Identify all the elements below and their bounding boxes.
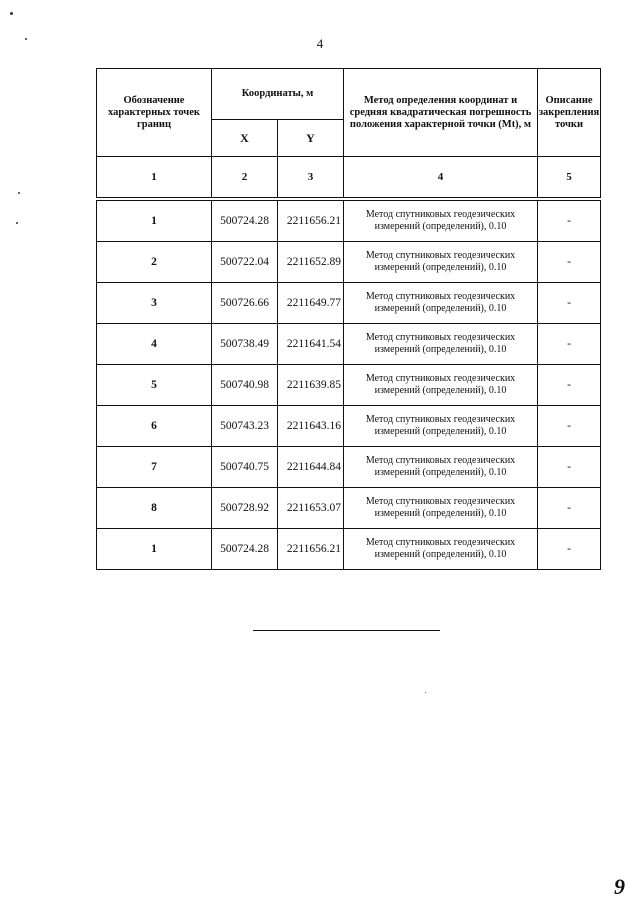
cell-point: 7	[97, 447, 212, 488]
column-number: 3	[278, 157, 344, 198]
header-y: Y	[278, 120, 344, 157]
cell-point: 4	[97, 324, 212, 365]
cell-point: 5	[97, 365, 212, 406]
header-coordinates: Координаты, м	[212, 69, 344, 120]
column-number: 2	[212, 157, 278, 198]
cell-description: -	[538, 283, 601, 324]
cell-method: Метод спутниковых геодезических измерений (определений), 0.10	[344, 242, 538, 283]
cell-method: Метод спутниковых геодезических измерений (определений), 0.10	[344, 324, 538, 365]
cell-description: -	[538, 529, 601, 570]
header-method: Метод определения координат и средняя квадратическая погрешность положения характерной точки (Mt), м	[344, 69, 538, 157]
cell-y: 2211649.77	[278, 283, 344, 324]
cell-y: 2211656.21	[278, 201, 344, 242]
cell-point: 8	[97, 488, 212, 529]
cell-description: -	[538, 488, 601, 529]
cell-point: 1	[97, 529, 212, 570]
column-number: 4	[344, 157, 538, 198]
table-row	[97, 201, 601, 242]
cell-description: -	[538, 242, 601, 283]
cell-x: 500740.75	[212, 447, 278, 488]
table-row	[97, 283, 601, 324]
cell-x: 500728.92	[212, 488, 278, 529]
table-row	[97, 447, 601, 488]
cell-x: 500743.23	[212, 406, 278, 447]
cell-x: 500722.04	[212, 242, 278, 283]
cell-method: Метод спутниковых геодезических измерений (определений), 0.10	[344, 406, 538, 447]
cell-method: Метод спутниковых геодезических измерений (определений), 0.10	[344, 529, 538, 570]
cell-y: 2211639.85	[278, 365, 344, 406]
cell-y: 2211644.84	[278, 447, 344, 488]
handwritten-page-mark: 9	[614, 874, 625, 899]
header-description: Описание закрепления точки	[538, 69, 601, 157]
page-number: 4	[316, 36, 324, 51]
cell-point: 6	[97, 406, 212, 447]
cell-x: 500738.49	[212, 324, 278, 365]
cell-x: 500726.66	[212, 283, 278, 324]
cell-point: 1	[97, 201, 212, 242]
cell-x: 500724.28	[212, 529, 278, 570]
cell-method: Метод спутниковых геодезических измерений (определений), 0.10	[344, 283, 538, 324]
cell-description: -	[538, 406, 601, 447]
cell-method: Метод спутниковых геодезических измерений (определений), 0.10	[344, 365, 538, 406]
coordinates-table	[96, 68, 601, 570]
cell-description: -	[538, 201, 601, 242]
cell-y: 2211652.89	[278, 242, 344, 283]
cell-method: Метод спутниковых геодезических измерений (определений), 0.10	[344, 201, 538, 242]
table-row	[97, 488, 601, 529]
cell-method: Метод спутниковых геодезических измерений (определений), 0.10	[344, 488, 538, 529]
column-number: 1	[97, 157, 212, 198]
table-row	[97, 242, 601, 283]
end-of-table-line	[253, 630, 440, 631]
cell-description: -	[538, 447, 601, 488]
column-number-row	[97, 157, 601, 198]
cell-x: 500740.98	[212, 365, 278, 406]
table-row	[97, 365, 601, 406]
table-row	[97, 529, 601, 570]
header-x: X	[212, 120, 278, 157]
cell-y: 2211653.07	[278, 488, 344, 529]
cell-y: 2211643.16	[278, 406, 344, 447]
table-row	[97, 406, 601, 447]
cell-y: 2211656.21	[278, 529, 344, 570]
header-point-designation: Обозначение характерных точек границ	[97, 69, 212, 157]
cell-y: 2211641.54	[278, 324, 344, 365]
column-number: 5	[538, 157, 601, 198]
cell-x: 500724.28	[212, 201, 278, 242]
table-row	[97, 324, 601, 365]
cell-point: 3	[97, 283, 212, 324]
cell-point: 2	[97, 242, 212, 283]
cell-description: -	[538, 324, 601, 365]
cell-method: Метод спутниковых геодезических измерений (определений), 0.10	[344, 447, 538, 488]
cell-description: -	[538, 365, 601, 406]
